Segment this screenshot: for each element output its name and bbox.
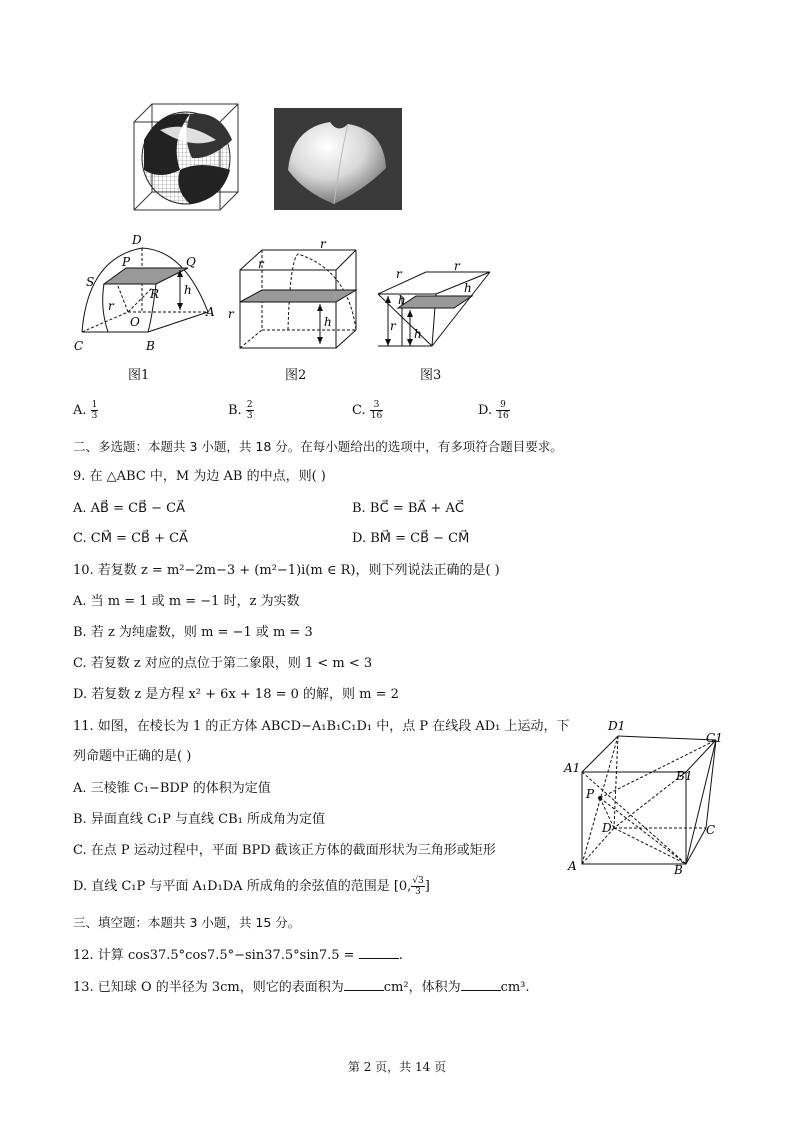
- f1-label: A: [206, 305, 215, 319]
- figure-1-quarter-sphere: [68, 228, 228, 358]
- q10-option-d: D. 若复数 z 是方程 x² + 6x + 18 = 0 的解，则 m = 2: [73, 687, 399, 702]
- f3-label: r: [390, 319, 396, 333]
- f2-label: r: [258, 257, 264, 271]
- f3-label: h: [414, 327, 422, 341]
- q10-option-c: C. 若复数 z 对应的点位于第二象限，则 1 < m < 3: [73, 656, 373, 671]
- q11-option-a: A. 三棱锥 C₁−BDP 的体积为定值: [73, 781, 271, 796]
- f3-label: h: [464, 281, 472, 295]
- cube-label: B: [674, 863, 683, 877]
- f1-label: Q: [186, 255, 196, 269]
- q12-answer-blank[interactable]: [359, 945, 399, 959]
- f2-label: r: [320, 240, 326, 251]
- cube-label: C: [706, 823, 716, 837]
- q9-option-b: B. BC⃗ = BA⃗ + AC⃗: [352, 501, 464, 516]
- cube-figure: [562, 714, 726, 880]
- q11-option-b: B. 异面直线 C₁P 与直线 CB₁ 所成角为定值: [73, 812, 325, 827]
- f1-label: O: [130, 315, 140, 329]
- f1-label: h: [184, 283, 192, 297]
- figure-3-caption: 图3: [420, 368, 442, 383]
- cube-label: D: [602, 821, 612, 835]
- section-3-heading: 三、填空题：本题共 3 小题，共 15 分。: [73, 915, 301, 930]
- intersection-solid-render: [274, 108, 402, 210]
- f3-label: h: [398, 293, 406, 307]
- q9-option-a: A. AB⃗ = CB⃗ − CA⃗: [73, 501, 185, 516]
- cube-label: P: [586, 787, 595, 801]
- q13-surface-area-blank[interactable]: [344, 977, 384, 991]
- f1-label: D: [132, 233, 142, 247]
- f3-label: r: [454, 262, 460, 273]
- cube-label: B1: [676, 769, 693, 783]
- q13-volume-blank[interactable]: [461, 977, 501, 991]
- cube-label: A1: [564, 761, 581, 775]
- f1-label: S: [86, 275, 95, 289]
- q11-option-c: C. 在点 P 运动过程中，平面 BPD 截该正方体的截面形状为三角形或矩形: [73, 843, 496, 858]
- f1-label: B: [146, 339, 155, 353]
- f1-label: R: [150, 287, 160, 301]
- cube-label: C1: [706, 731, 723, 745]
- q10-option-b: B. 若 z 为纯虚数，则 m = −1 或 m = 3: [73, 625, 313, 640]
- q12-line: 12. 计算 cos37.5°cos7.5°−sin37.5°sin7.5 = .: [73, 945, 403, 965]
- q10-option-a: A. 当 m = 1 或 m = −1 时，z 为实数: [73, 594, 300, 609]
- f1-label: C: [74, 339, 84, 353]
- q9-stem: 9. 在 △ABC 中，M 为边 AB 的中点，则( ): [73, 469, 326, 484]
- f2-label: r: [228, 307, 234, 321]
- q13-line: 13. 已知球 O 的半径为 3cm，则它的表面积为 cm²，体积为 cm³.: [73, 977, 530, 997]
- figure-2-caption: 图2: [285, 368, 307, 383]
- q8-option-a: A. $\frac{1}{3}$: [73, 400, 98, 421]
- q11-option-d: D. 直线 C₁P 与平面 A₁D₁DA 所成角的余弦值的范围是 [0, $\frac{√3}{3}$ ]: [73, 876, 430, 897]
- q8-option-c: C. $\frac{3}{16}$: [352, 400, 383, 421]
- f1-label: r: [108, 299, 114, 313]
- f2-label: h: [324, 315, 332, 329]
- q9-option-c: C. CM⃗ = CB⃗ + CA⃗: [73, 531, 188, 546]
- q10-stem: 10. 若复数 z = m²−2m−3 + (m²−1)i(m ∈ R)，则下列说法正确的是( ): [73, 563, 500, 578]
- f3-label: r: [396, 267, 402, 281]
- figure-3-pyramid: [374, 262, 496, 352]
- cylinder-intersection-figure: [130, 100, 242, 216]
- q8-option-b: B. $\frac{2}{3}$: [228, 400, 253, 421]
- q11-stem-line1: 11. 如图，在棱长为 1 的正方体 ABCD−A₁B₁C₁D₁ 中，点 P 在线段 AD₁ 上运动，下: [73, 719, 570, 734]
- figure-1-caption: 图1: [128, 368, 150, 383]
- cube-label: D1: [608, 719, 626, 733]
- page-footer: 第 2 页，共 14 页: [347, 1060, 447, 1074]
- q9-option-d: D. BM⃗ = CB⃗ − CM⃗: [352, 531, 470, 546]
- section-2-heading: 二、多选题：本题共 3 小题，共 18 分。在每小题给出的选项中，有多项符合题目要求。: [73, 439, 563, 454]
- q8-option-d: D. $\frac{9}{16}$: [478, 400, 509, 421]
- q11-stem-line2: 列命题中正确的是( ): [73, 749, 192, 764]
- figure-2-cube: [228, 240, 362, 352]
- cube-label: A: [568, 859, 577, 873]
- f1-label: P: [122, 255, 131, 269]
